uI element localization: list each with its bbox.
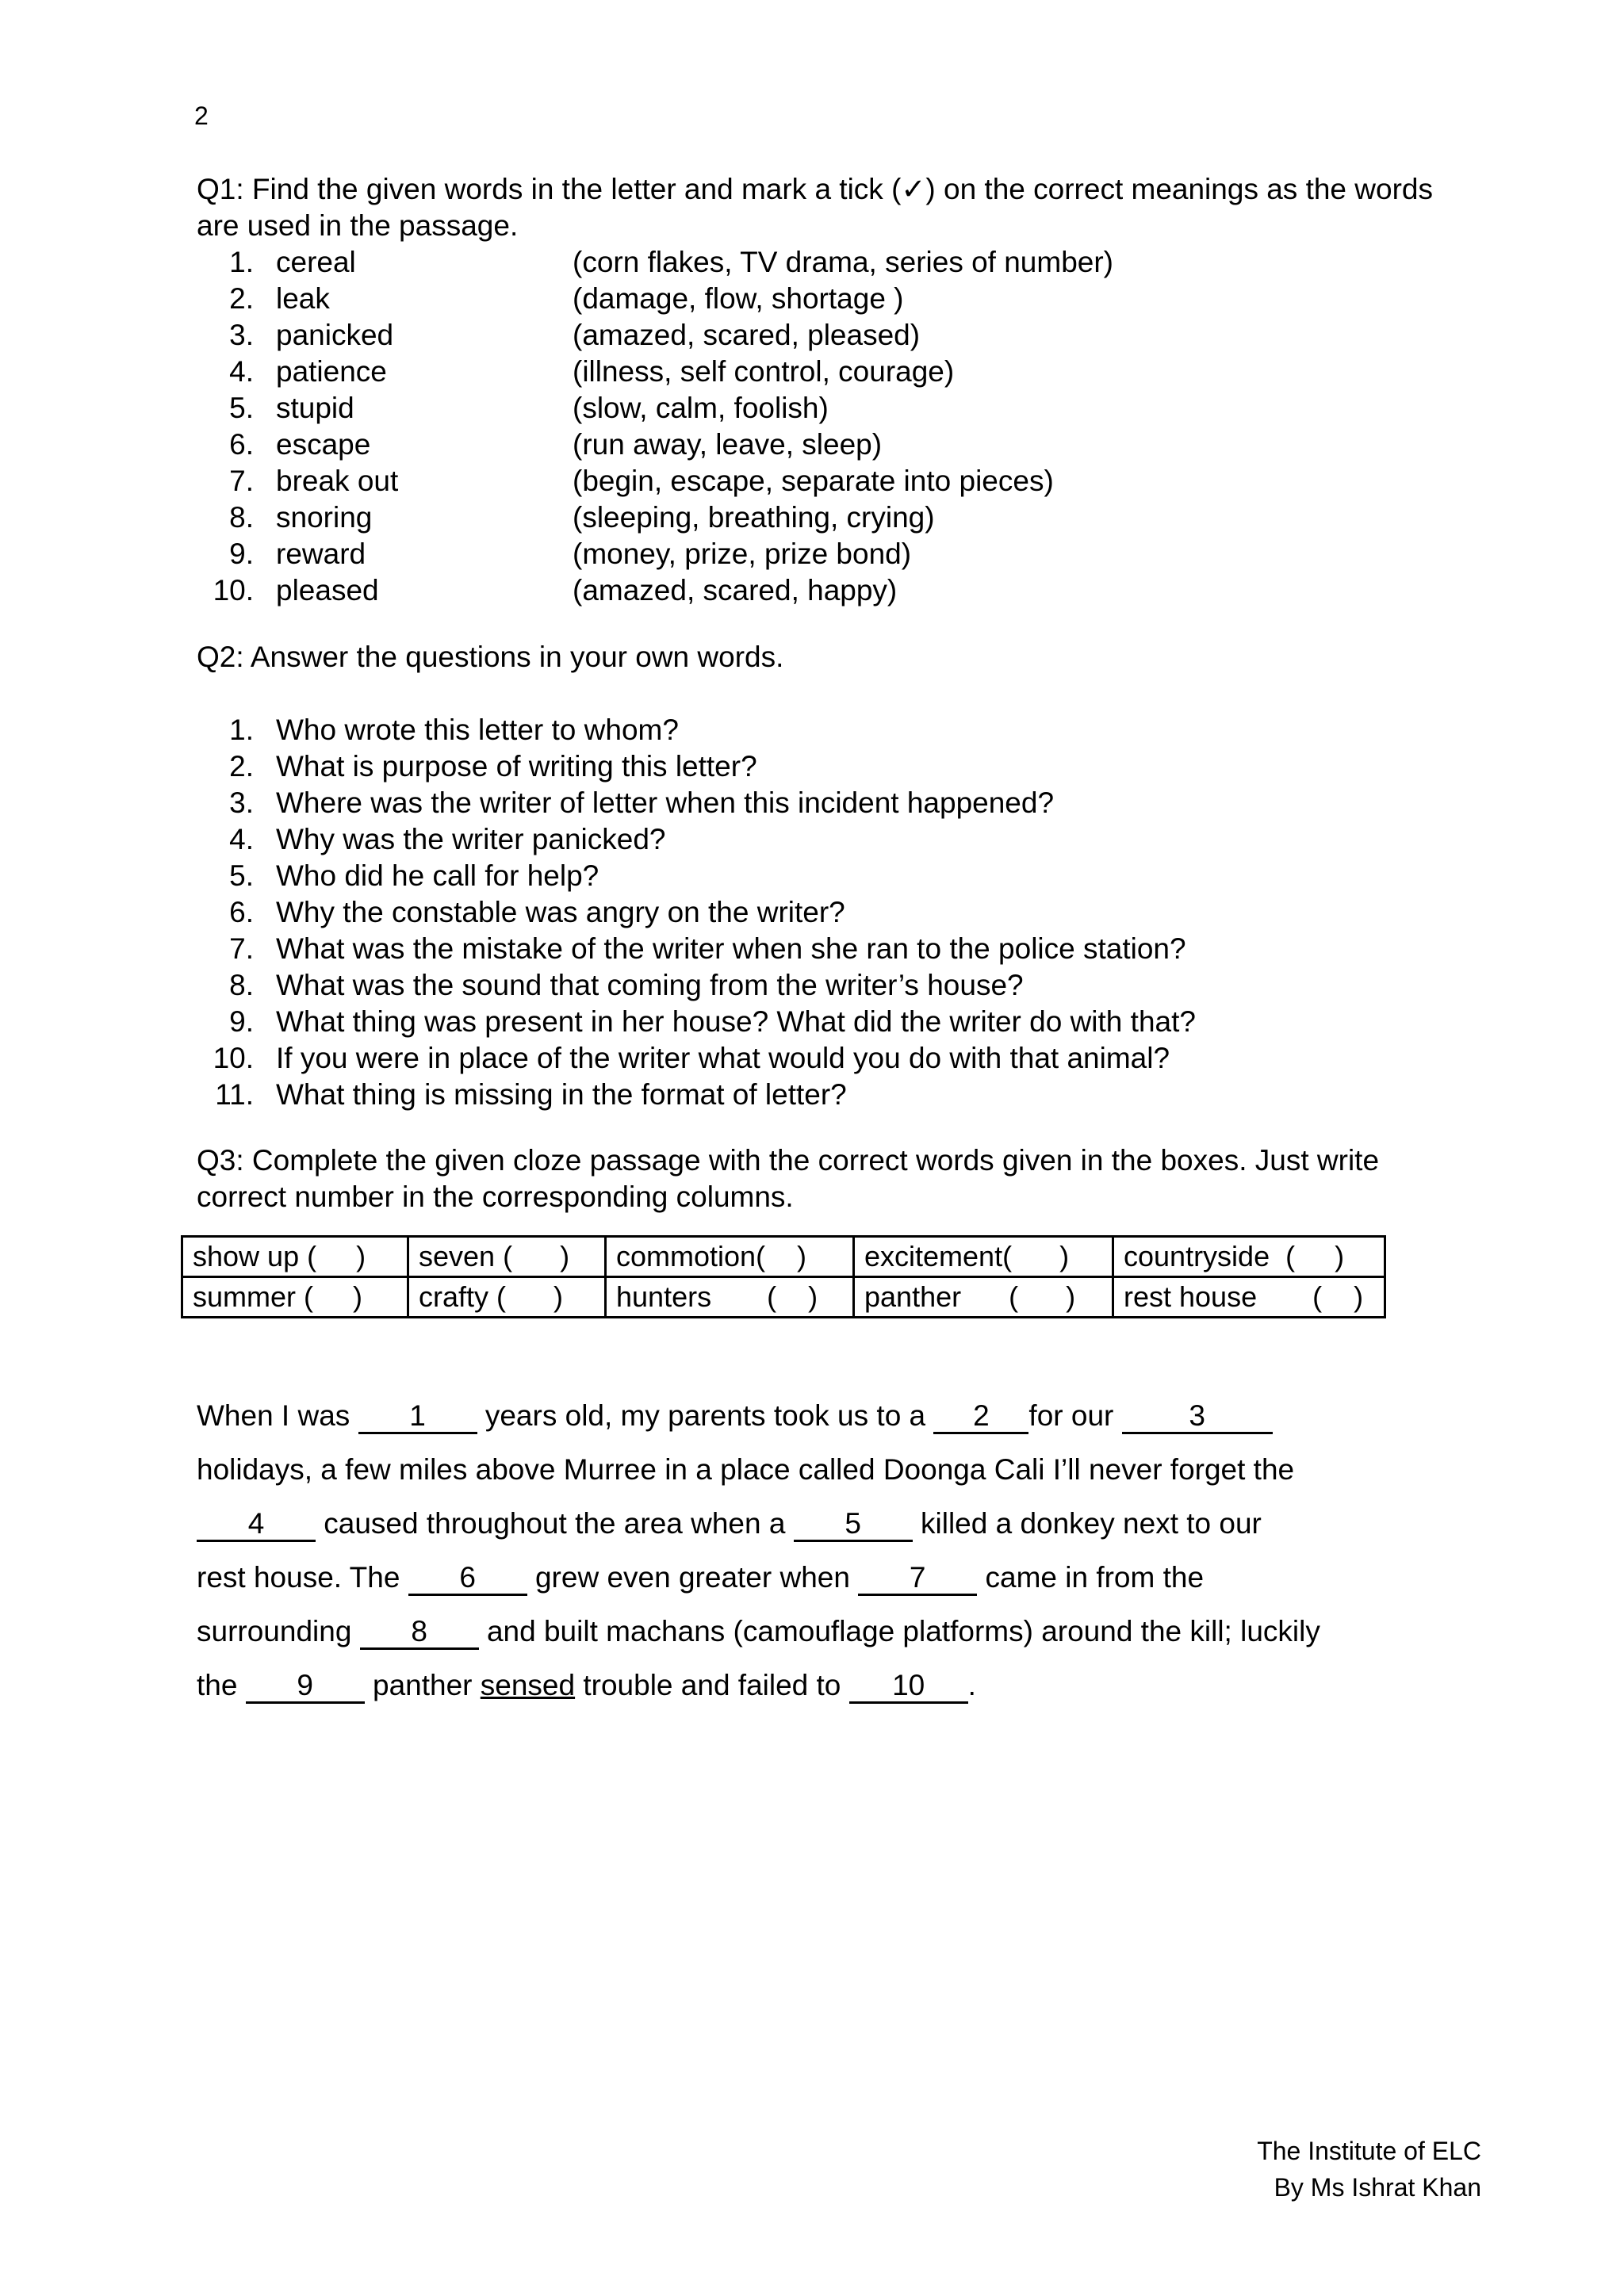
list-item: 4. Why was the writer panicked? xyxy=(229,823,666,855)
blank-2[interactable]: 2 xyxy=(933,1400,1028,1434)
table-cell: rest house ( ) xyxy=(1113,1277,1385,1318)
cloze-line: the 9 panther sensed trouble and failed to 10 . xyxy=(197,1659,1465,1712)
page-number: 2 xyxy=(194,101,209,130)
list-item: 8. snoring (sleeping, breathing, crying) xyxy=(229,501,935,534)
cloze-line: 4 caused throughout the area when a 5 killed a donkey next to our xyxy=(197,1497,1465,1551)
cloze-passage xyxy=(197,1389,1465,1712)
table-row xyxy=(182,1237,1385,1277)
list-item: 3. panicked (amazed, scared, pleased) xyxy=(229,319,921,351)
word-options-table xyxy=(181,1235,1386,1318)
question-1-section xyxy=(197,171,1434,609)
blank-5[interactable]: 5 xyxy=(794,1508,913,1542)
list-item: 9. What thing was present in her house? What did the writer do with that? xyxy=(229,1005,1196,1038)
table-cell: excitement( ) xyxy=(854,1237,1113,1277)
list-item: 8. What was the sound that coming from the writer’s house? xyxy=(229,969,1024,1001)
question-list xyxy=(197,712,1434,1113)
question-1-heading: Q1: Find the given words in the letter and mark a tick (✓) on the correct meanings as the words are used in the passage. xyxy=(197,173,1433,242)
list-item: 4. patience (illness, self control, courage) xyxy=(229,355,955,388)
question-2-heading: Q2: Answer the questions in your own words. xyxy=(197,641,784,673)
list-item: 7. break out (begin, escape, separate into pieces) xyxy=(229,465,1054,497)
list-item: 6. Why the constable was angry on the writer? xyxy=(229,896,845,928)
blank-4[interactable]: 4 xyxy=(197,1508,316,1542)
table-cell: hunters ( ) xyxy=(606,1277,854,1318)
list-item: 2. What is purpose of writing this letter? xyxy=(229,750,757,783)
list-item: 10. pleased (amazed, scared, happy) xyxy=(213,574,898,607)
blank-10[interactable]: 10 xyxy=(849,1670,968,1704)
table-cell: commotion( ) xyxy=(606,1237,854,1277)
list-item: 5. stupid (slow, calm, foolish) xyxy=(229,392,829,424)
list-item: 1. Who wrote this letter to whom? xyxy=(229,714,679,746)
table-cell: summer ( ) xyxy=(182,1277,408,1318)
list-item: 3. Where was the writer of letter when this incident happened? xyxy=(229,786,1055,819)
blank-8[interactable]: 8 xyxy=(360,1616,479,1650)
cloze-line: When I was 1 years old, my parents took us to a 2 for our 3 xyxy=(197,1389,1465,1443)
question-3-section xyxy=(197,1142,1434,1215)
blank-9[interactable]: 9 xyxy=(246,1670,365,1704)
list-item: 10. If you were in place of the writer what would you do with that animal? xyxy=(213,1042,1170,1074)
blank-6[interactable]: 6 xyxy=(408,1562,527,1596)
table-cell: crafty ( ) xyxy=(408,1277,606,1318)
list-item: 7. What was the mistake of the writer when she ran to the police station? xyxy=(229,932,1186,965)
list-item: 6. escape (run away, leave, sleep) xyxy=(229,428,883,461)
footer-credit: The Institute of ELC By Ms Ishrat Khan xyxy=(1257,2137,1481,2202)
table-cell: panther ( ) xyxy=(854,1277,1113,1318)
blank-3[interactable]: 3 xyxy=(1122,1400,1273,1434)
cloze-line: holidays, a few miles above Murree in a place called Doonga Cali I’ll never forget the xyxy=(197,1453,1295,1486)
table-cell: countryside ( ) xyxy=(1113,1237,1385,1277)
list-item: 5. Who did he call for help? xyxy=(229,859,599,892)
list-item: 11. What thing is missing in the format of letter? xyxy=(215,1078,847,1111)
table-cell: show up ( ) xyxy=(182,1237,408,1277)
cloze-line: surrounding 8 and built machans (camouflage platforms) around the kill; luckily xyxy=(197,1605,1465,1659)
blank-7[interactable]: 7 xyxy=(858,1562,977,1596)
list-item: 1. cereal (corn flakes, TV drama, series of number) xyxy=(229,246,1114,278)
question-2-section xyxy=(197,639,1434,1113)
table-row xyxy=(182,1277,1385,1318)
list-item: 9. reward (money, prize, prize bond) xyxy=(229,538,912,570)
vocabulary-list xyxy=(197,244,1434,609)
cloze-line: rest house. The 6 grew even greater when 7 came in from the xyxy=(197,1551,1465,1605)
table-cell: seven ( ) xyxy=(408,1237,606,1277)
list-item: 2. leak (damage, flow, shortage ) xyxy=(229,282,904,315)
question-3-heading: Q3: Complete the given cloze passage with the correct words given in the boxes. Just write correct number in the corresponding columns. xyxy=(197,1144,1380,1213)
blank-1[interactable]: 1 xyxy=(358,1400,477,1434)
